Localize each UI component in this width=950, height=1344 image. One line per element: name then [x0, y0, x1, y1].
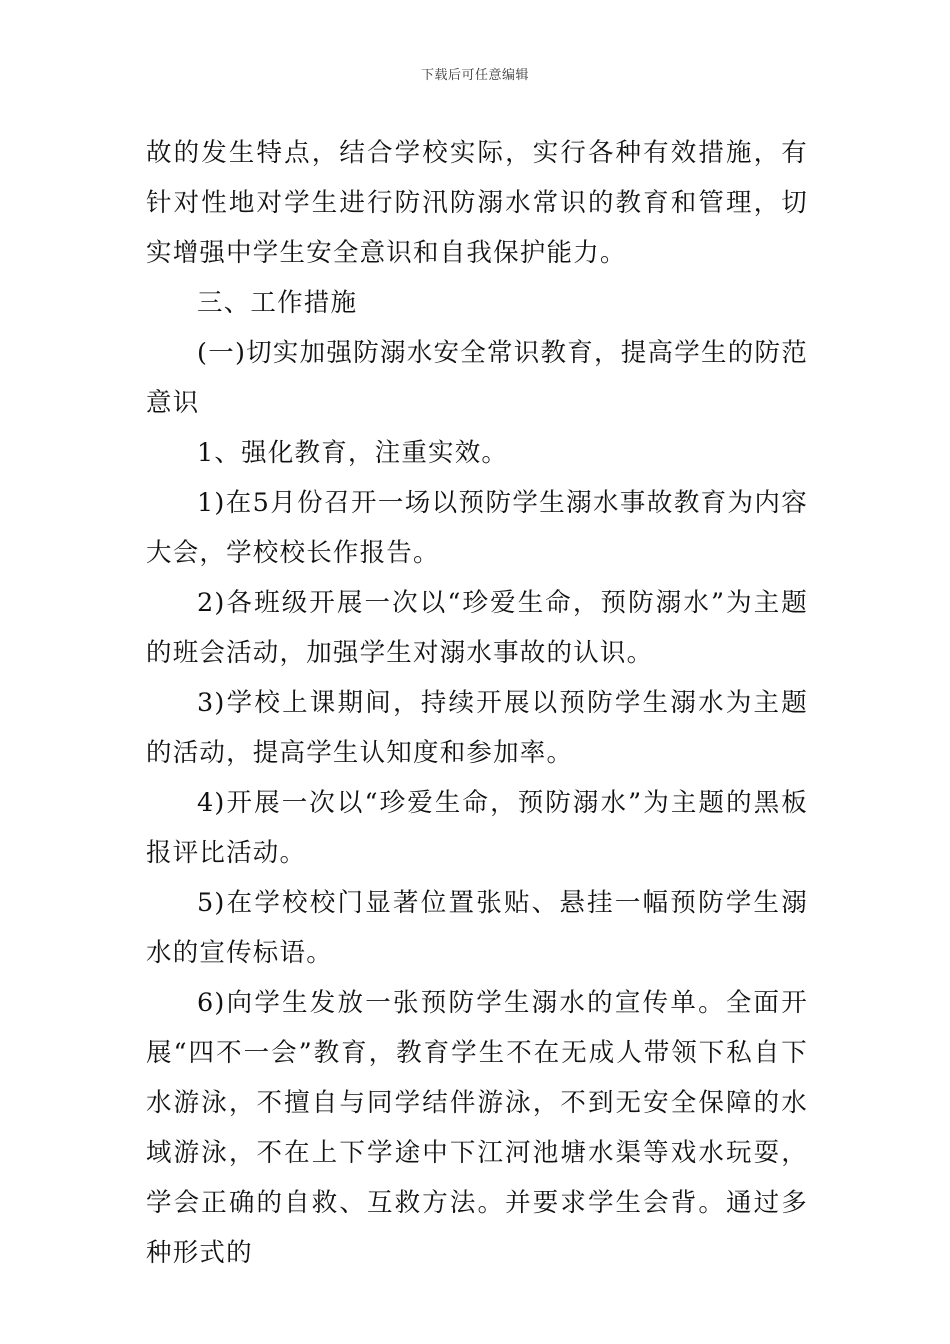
- section-heading-measures: 三、工作措施: [197, 288, 358, 318]
- paragraph-continuation: 故的发生特点，结合学校实际，实行各种有效措施，有针对性地对学生进行防汛防溺水常识的教育和管理，切实增强中学生安全意识和自我保护能力。: [146, 138, 808, 268]
- list-item-2: 2)各班级开展一次以“珍爱生命，预防溺水”为主题的班会活动，加强学生对溺水事故的认识。: [146, 588, 808, 668]
- page-header: 下载后可任意编辑: [420, 68, 529, 83]
- item-heading-strengthen: 1、强化教育，注重实效。: [197, 438, 509, 468]
- document-body: [146, 128, 808, 1278]
- list-item-5: 5)在学校校门显著位置张贴、悬挂一幅预防学生溺水的宣传标语。: [146, 888, 808, 968]
- list-item-4: 4)开展一次以“珍爱生命，预防溺水”为主题的黑板报评比活动。: [146, 788, 808, 868]
- list-item-6: 6)向学生发放一张预防学生溺水的宣传单。全面开展“四不一会”教育，教育学生不在无成人带领下私自下水游泳，不擅自与同学结伴游泳，不到无安全保障的水域游泳，不在上下学途中下江河池塘水渠等戏水玩耍，学会正确的自救、互救方法。并要求学生会背。通过多种形式的: [146, 988, 808, 1268]
- list-item-1: 1)在5月份召开一场以预防学生溺水事故教育为内容大会，学校校长作报告。: [146, 488, 808, 568]
- list-item-3: 3)学校上课期间，持续开展以预防学生溺水为主题的活动，提高学生认知度和参加率。: [146, 688, 808, 768]
- subsection-heading-education: (一)切实加强防溺水安全常识教育，提高学生的防范意识: [146, 338, 808, 418]
